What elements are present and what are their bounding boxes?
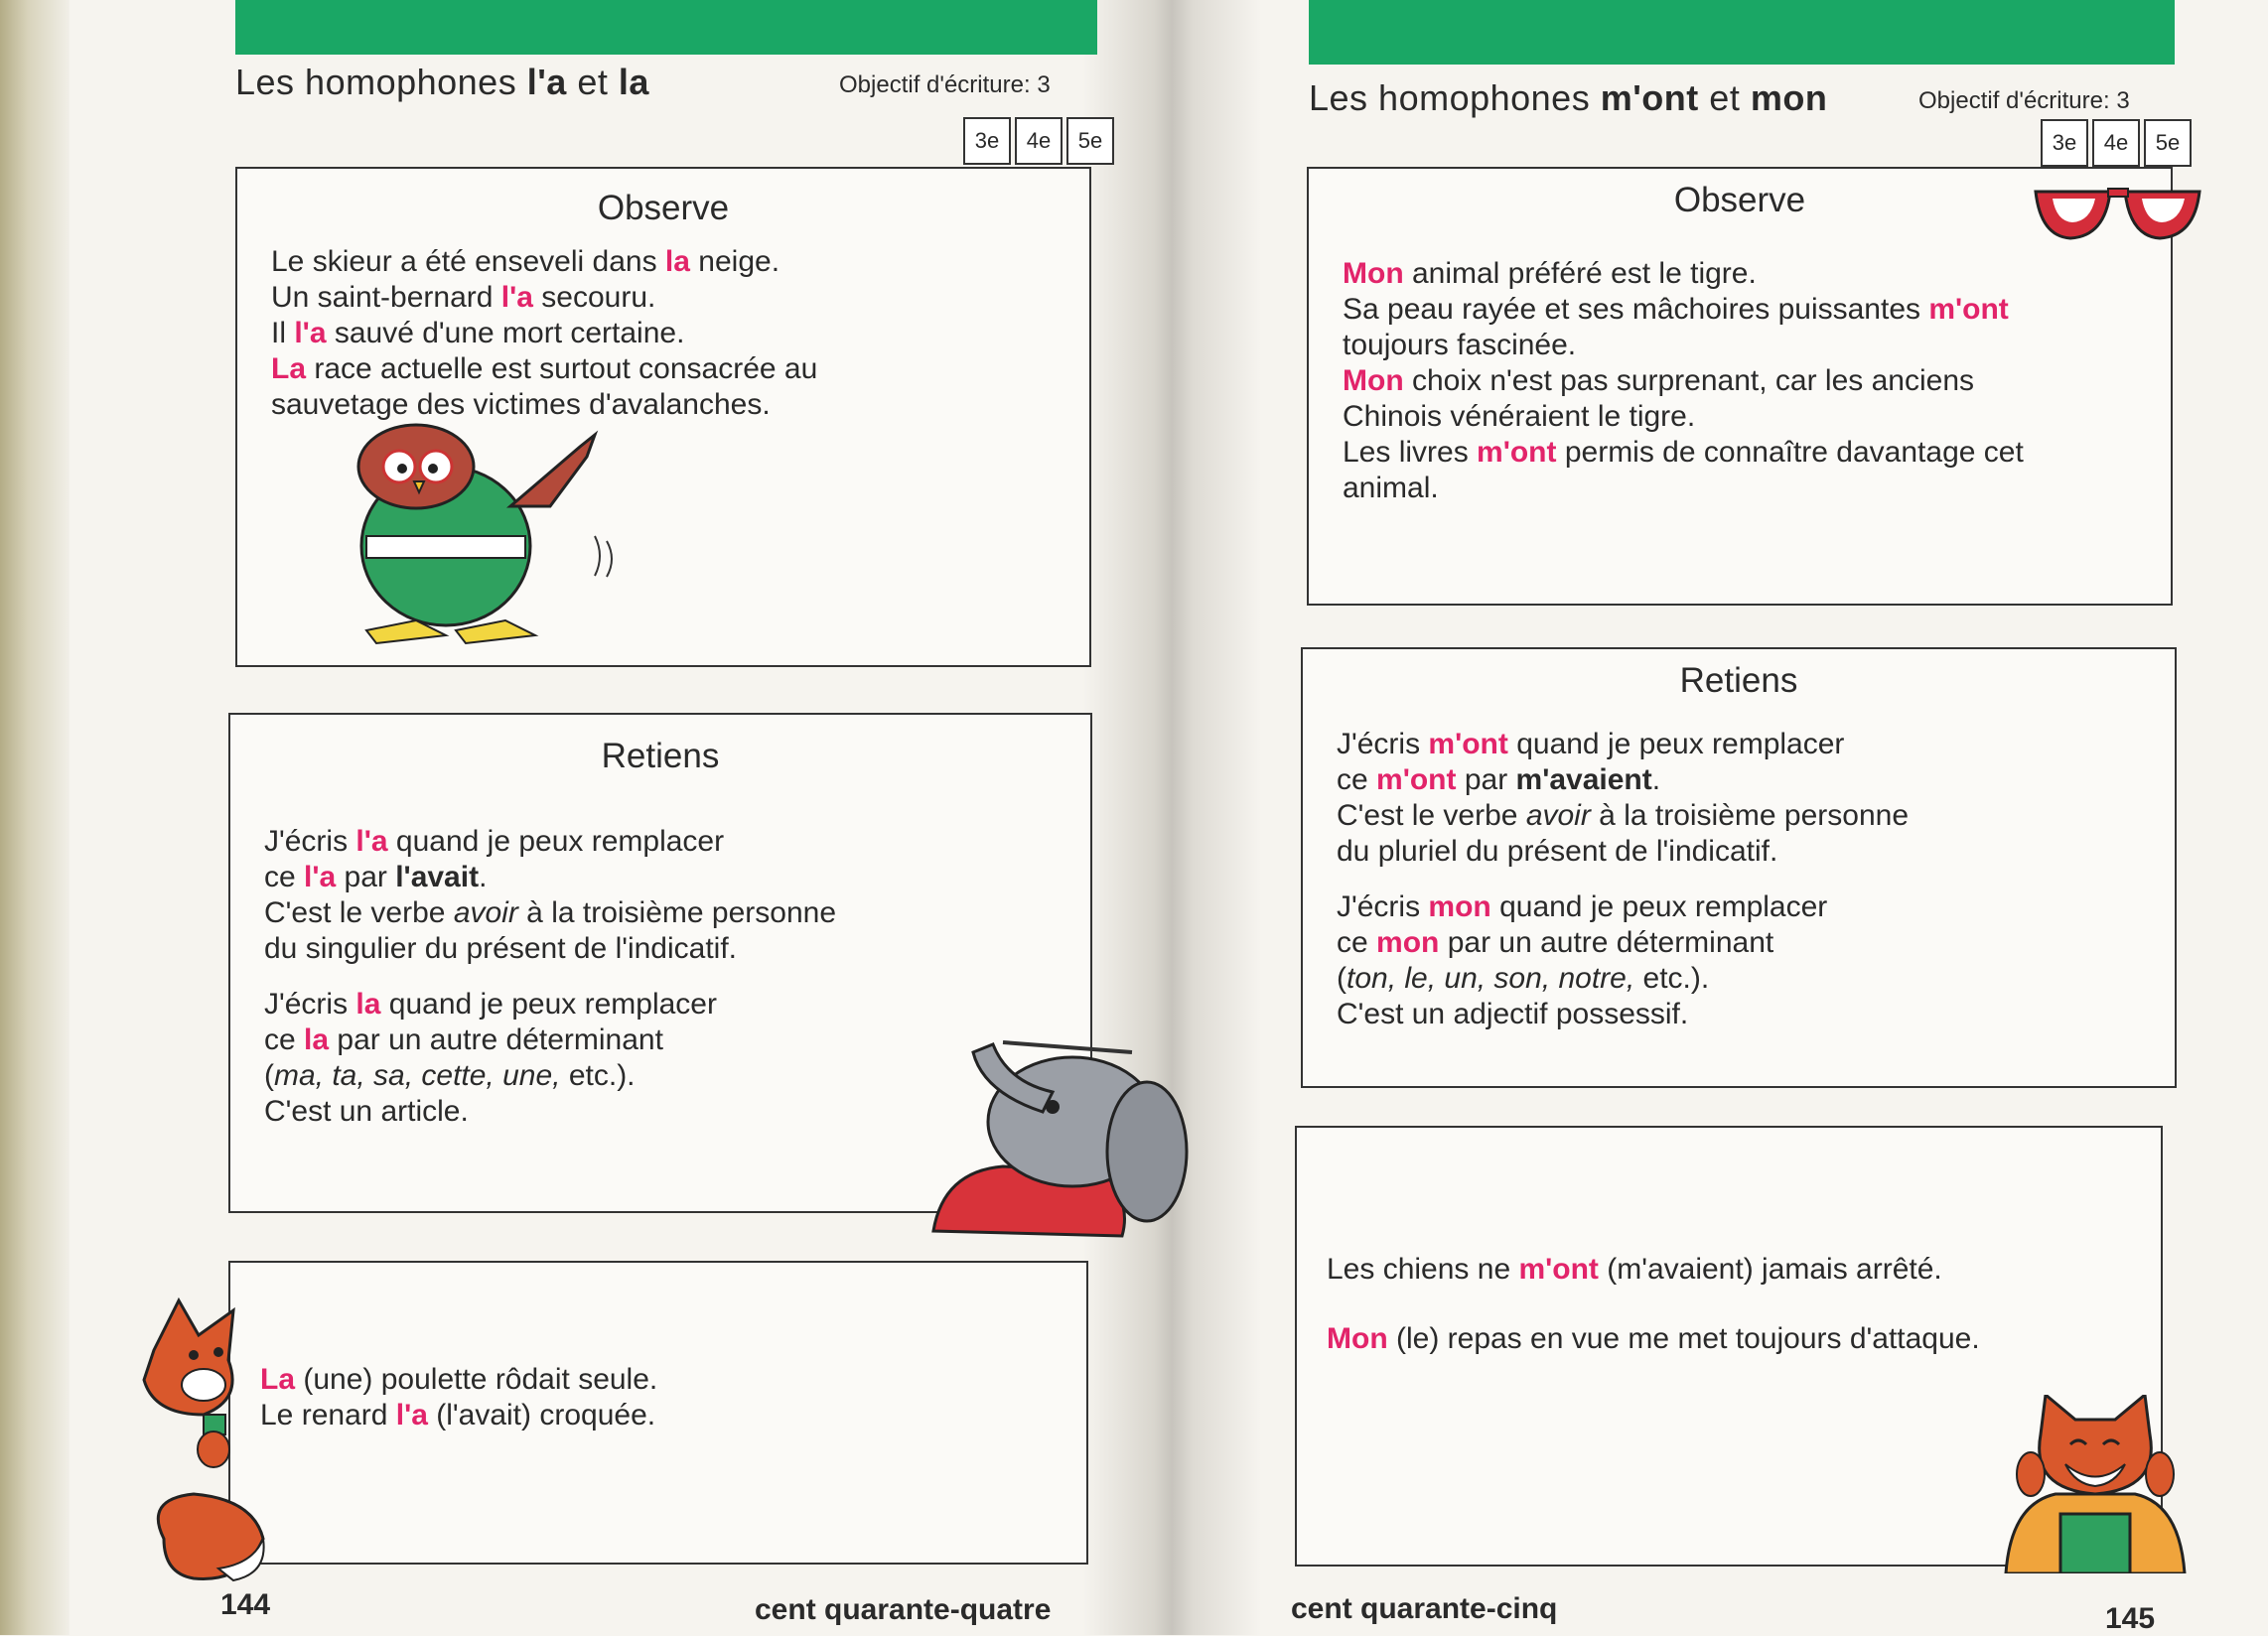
glasses-icon	[2031, 177, 2204, 251]
fox-illustration-right	[1986, 1395, 2204, 1573]
owl-illustration	[297, 417, 635, 655]
level-4: 4e	[2092, 119, 2140, 167]
left-observe-box	[235, 167, 1091, 667]
left-observe-title: Observe	[597, 189, 730, 227]
level-5: 5e	[2144, 119, 2192, 167]
left-retiens-text: J'écris l'a quand je peux remplacer ce l'a par l'avait. C'est le verbe avoir à la troisième personne du singulier du présent de l'indicatif. J'écris la quand je peux remplacer ce la par un autre déterminant (ma, ta, sa, cette, une, etc.). C'est un article.	[264, 825, 837, 1128]
level-3: 3e	[2041, 119, 2088, 167]
left-page-number: 144	[220, 1588, 271, 1621]
left-page-title: Les homophones l'a et la	[235, 62, 649, 102]
left-example-text: La (une) poulette rôdait seule. Le renard l'a (l'avait) croquée.	[260, 1363, 658, 1432]
right-level-boxes	[2041, 119, 2192, 167]
left-page-words: cent quarante-quatre	[755, 1593, 1052, 1626]
level-5: 5e	[1066, 117, 1114, 165]
level-3: 3e	[963, 117, 1011, 165]
right-example-text: Les chiens ne m'ont (m'avaient) jamais arrêté. Mon (le) repas en vue me met toujours d'attaque.	[1327, 1253, 1980, 1355]
book-gutter	[1082, 0, 1261, 1635]
left-retiens-title: Retiens	[601, 737, 720, 775]
elephant-illustration	[923, 1032, 1192, 1241]
left-level-boxes	[963, 117, 1114, 165]
right-header-bar	[1309, 0, 2175, 65]
fox-illustration-left	[124, 1291, 283, 1588]
right-objectif: Objectif d'écriture: 3	[1918, 87, 2130, 114]
left-objectif: Objectif d'écriture: 3	[839, 71, 1051, 98]
book-binding-edge	[0, 0, 70, 1635]
left-header-bar	[235, 0, 1097, 55]
level-4: 4e	[1015, 117, 1063, 165]
right-observe-text: Mon animal préféré est le tigre. Sa peau rayée et ses mâchoires puissantes m'ont toujours fascinée. Mon choix n'est pas surprenant, car les anciens Chinois vénéraient le tigre. Les livres m'ont permis de connaître davantage cet animal.	[1343, 257, 2024, 504]
right-retiens-text: J'écris m'ont quand je peux remplacer ce m'ont par m'avaient. C'est le verbe avoir à la troisième personne du pluriel du présent de l'indicatif. J'écris mon quand je peux remplacer ce mon par un autre déterminant (ton, le, un, son, notre, etc.). C'est un adjectif possessif.	[1337, 728, 1910, 1030]
right-observe-title: Observe	[1673, 181, 1806, 219]
left-observe-text: Le skieur a été enseveli dans la neige. Un saint-bernard l'a secouru. Il l'a sauvé d'une mort certaine. La race actuelle est surtout consacrée au sauvetage des victimes d'avalanches.	[271, 245, 818, 421]
left-example-box	[228, 1261, 1088, 1565]
right-page-words: cent quarante-cinq	[1291, 1592, 1558, 1625]
right-retiens-box	[1301, 647, 2177, 1088]
right-page-title: Les homophones m'ont et mon	[1309, 77, 1828, 118]
right-retiens-title: Retiens	[1679, 661, 1798, 700]
right-page-number: 145	[2105, 1602, 2156, 1635]
